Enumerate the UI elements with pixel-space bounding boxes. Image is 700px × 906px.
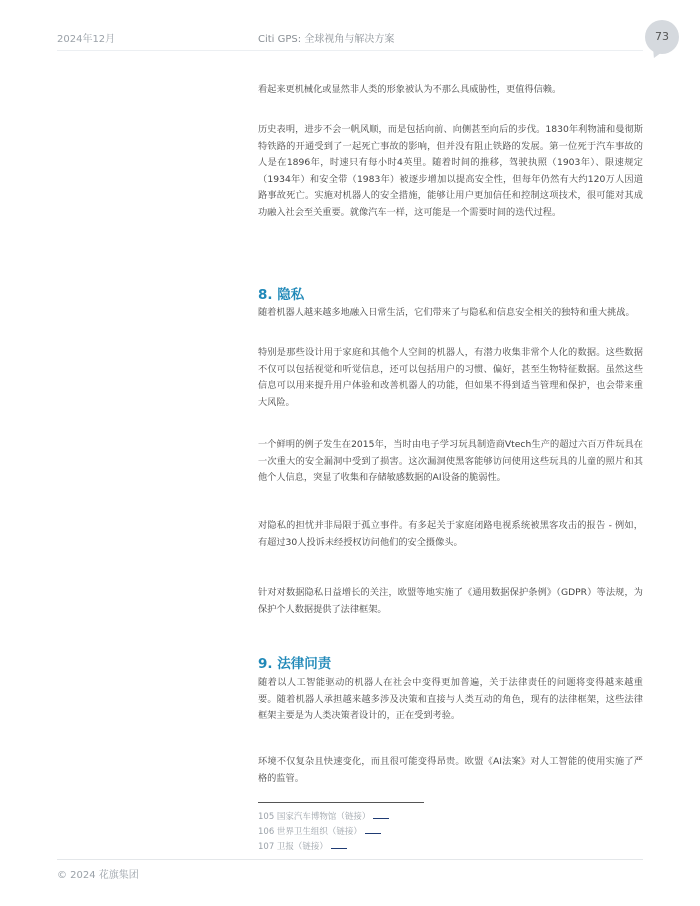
paragraph-intro-text: 看起来更机械化或显然非人类的形象被认为不那么具威胁性，更值得信赖。 <box>258 84 562 95</box>
paragraph-history <box>258 122 643 221</box>
footnote-105-text[interactable]: 105 国家汽车博物馆（链接） <box>258 812 371 822</box>
paragraph-privacy-5-text: 针对对数据隐私日益增长的关注，欧盟等地实施了《通用数据保护条例》（GDPR）等法规，为保护个人数据提供了法律框架。 <box>258 587 643 615</box>
footnote-105-link-underline[interactable] <box>373 810 389 819</box>
footnote-106[interactable] <box>258 825 381 837</box>
paragraph-privacy-5 <box>258 585 643 618</box>
header-date: 2024年12月 <box>57 34 116 45</box>
header-divider <box>57 50 643 51</box>
paragraph-privacy-2 <box>258 345 643 411</box>
paragraph-legal-1-text: 随着以人工智能驱动的机器人在社会中变得更加普遍，关于法律责任的问题将变得越来越重要。随着机器人承担越来越多涉及决策和直接与人类互动的角色，现有的法律框架，这些法律框架主要是为人类决策者设计的，正在受到考验。 <box>258 677 643 721</box>
paragraph-legal-1 <box>258 675 643 725</box>
footnote-106-link-underline[interactable] <box>365 825 381 834</box>
footnote-107-text[interactable]: 107 卫报（链接） <box>258 842 328 852</box>
footnote-divider <box>258 802 424 803</box>
paragraph-privacy-2-text: 特别是那些设计用于家庭和其他个人空间的机器人，有潜力收集非常个人化的数据。这些数据不仅可以包括视觉和听觉信息，还可以包括用户的习惯、偏好，甚至生物特征数据。虽然这些信息可以用来提升用户体验和改善机器人的功能，但如果不得到适当管理和保护，也会带来重大风险。 <box>258 347 643 408</box>
footnote-106-text[interactable]: 106 世界卫生组织（链接） <box>258 827 362 837</box>
heading-privacy: 8. 隐私 <box>258 287 305 303</box>
footnote-105[interactable] <box>258 810 389 822</box>
footnote-107-link-underline[interactable] <box>331 840 347 849</box>
paragraph-privacy-1-text: 随着机器人越来越多地融入日常生活，它们带来了与隐私和信息安全相关的独特和重大挑战。 <box>258 307 635 318</box>
section-heading-privacy <box>258 283 643 303</box>
paragraph-legal-2 <box>258 754 643 787</box>
page-number-badge: 73 <box>645 20 679 54</box>
footer-divider <box>57 859 643 860</box>
paragraph-privacy-4 <box>258 518 643 551</box>
paragraph-intro <box>258 82 643 99</box>
paragraph-privacy-3 <box>258 437 643 487</box>
paragraph-history-text: 历史表明，进步不会一帆风顺，而是包括向前、向侧甚至向后的步伐。1830年利物浦和曼彻斯特铁路的开通受到了一起死亡事故的影响，但并没有阻止铁路的发展。第一位死于汽车事故的人是在1896年，时速只有每小时4英里。随着时间的推移，驾驶执照（1903年）、限速规定（1934年）和安全带（1983年）被逐步增加以提高安全性，但每年仍然有大约120万人因道路事故死亡。实施对机器人的安全措施，能够让用户更加信任和控制这项技术，很可能对其成功融入社会至关重要。就像汽车一样，这可能是一个需要时间的迭代过程。 <box>258 124 643 218</box>
paragraph-privacy-4-text: 对隐私的担忧并非局限于孤立事件。有多起关于家庭闭路电视系统被黑客攻击的报告 - 例如，有超过30人投诉未经授权访问他们的安全摄像头。 <box>258 520 643 548</box>
paragraph-legal-2-text: 环境不仅复杂且快速变化，而且很可能变得昂贵。欧盟《AI法案》对人工智能的使用实施了严格的监管。 <box>258 756 643 784</box>
footnote-107[interactable] <box>258 840 347 852</box>
paragraph-privacy-1 <box>258 305 643 322</box>
header-title: Citi GPS: 全球视角与解决方案 <box>258 34 395 45</box>
paragraph-privacy-3-text: 一个鲜明的例子发生在2015年，当时由电子学习玩具制造商Vtech生产的超过六百万件玩具在一次重大的安全漏洞中受到了损害。这次漏洞使黑客能够访问使用这些玩具的儿童的照片和其他个人信息，突显了收集和存储敏感数据的AI设备的脆弱性。 <box>258 439 643 483</box>
heading-legal: 9. 法律问责 <box>258 656 332 672</box>
section-heading-legal <box>258 652 643 672</box>
footer-copyright: © 2024 花旗集团 <box>57 870 139 881</box>
